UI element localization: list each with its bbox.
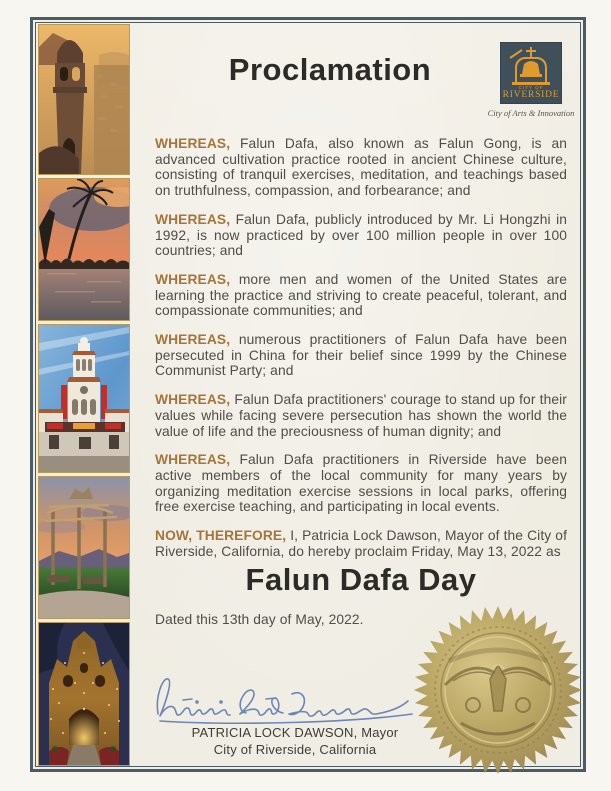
photo-strip bbox=[38, 24, 130, 769]
now-therefore-lead: NOW, THEREFORE, bbox=[155, 528, 287, 544]
signature-block bbox=[150, 668, 440, 757]
paragraph-text: numerous practitioners of Falun Dafa have been persecuted in China for their belief since 1999 by the Chinese Communist Party; and bbox=[155, 332, 567, 379]
gazebo-sunset-photo bbox=[38, 476, 130, 619]
whereas-paragraph bbox=[155, 452, 567, 515]
whereas-lead: WHEREAS, bbox=[155, 136, 231, 151]
printed-mayor-name: PATRICIA LOCK DAWSON, Mayor bbox=[191, 725, 399, 740]
gold-embossed-seal bbox=[413, 605, 583, 775]
municipal-auditorium-photo bbox=[38, 324, 130, 473]
palm-lake-sunset-photo bbox=[38, 178, 130, 321]
paragraph-text: Falun Dafa, publicly introduced by Mr. Li Hongzhi in 1992, is now practiced by over 100 million people in over 100 countries; and bbox=[155, 211, 568, 259]
now-therefore-paragraph bbox=[155, 528, 567, 559]
bell-tower-icon bbox=[500, 44, 562, 88]
whereas-paragraph bbox=[155, 272, 567, 319]
logo-city-of-label: CITY OF bbox=[518, 85, 544, 90]
city-of-riverside-logo bbox=[500, 42, 562, 104]
paragraph-text: Falun Dafa practitioners in Riverside have been active members of the local community for many years by organizing meditation exercise sessions in local parks, offering free exercise teaching, and participating in local events. bbox=[155, 452, 568, 515]
printed-city-line: City of Riverside, California bbox=[213, 742, 377, 757]
whereas-paragraph bbox=[155, 332, 567, 379]
paragraph-text: Falun Dafa practitioners' courage to stand up for their values while facing severe persecution has shown the world the value of life and the preciousness of human dignity; and bbox=[155, 392, 567, 439]
whereas-lead: WHEREAS, bbox=[155, 392, 231, 408]
mayor-signature-ink bbox=[150, 668, 435, 724]
mission-inn-lights-photo bbox=[38, 622, 130, 766]
mt-rubidoux-tower-photo bbox=[38, 24, 130, 175]
paragraph-text: I, Patricia Lock Dawson, Mayor of the City of Riverside, California, do hereby proclaim Friday, May 13, 2022 as bbox=[155, 528, 567, 559]
whereas-lead: WHEREAS, bbox=[155, 452, 231, 468]
logo-tagline: City of Arts & Innovation bbox=[487, 108, 575, 118]
whereas-lead: WHEREAS, bbox=[155, 271, 231, 287]
falun-dafa-day-heading: Falun Dafa Day bbox=[245, 562, 477, 598]
whereas-lead: WHEREAS, bbox=[155, 211, 231, 227]
document-title: Proclamation bbox=[228, 52, 432, 87]
paragraph-text: more men and women of the United States are learning the practice and striving to create peaceful, tolerant, and compassionate communities; and bbox=[155, 271, 568, 319]
whereas-paragraph bbox=[155, 136, 567, 199]
proclamation-body bbox=[155, 136, 567, 641]
paragraph-text: Falun Dafa, also known as Falun Gong, is an advanced cultivation practice rooted in ancient Chinese culture, consisting of tranquil exercises, meditation, and teachings based on truthfulness, compassion, and forbearance; and bbox=[155, 136, 568, 199]
whereas-lead: WHEREAS, bbox=[155, 332, 231, 348]
logo-riverside-label: RIVERSIDE bbox=[502, 90, 560, 100]
dated-line: Dated this 13th day of May, 2022. bbox=[155, 612, 364, 628]
whereas-paragraph bbox=[155, 392, 567, 439]
whereas-paragraph bbox=[155, 212, 567, 259]
